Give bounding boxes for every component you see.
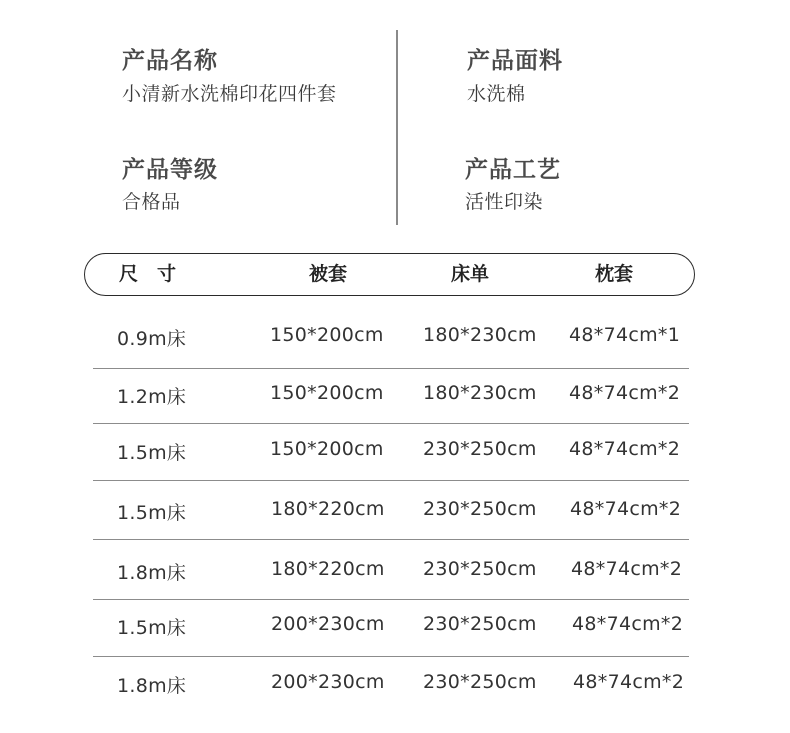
cell-bed-size: 1.5m床 xyxy=(117,502,187,524)
row-divider xyxy=(93,368,689,369)
product-fabric-label: 产品面料 xyxy=(467,48,563,74)
cell-duvet-cover: 150*200cm xyxy=(270,324,384,346)
product-name-value: 小清新水洗棉印花四件套 xyxy=(122,83,337,105)
cell-pillowcase: 48*74cm*2 xyxy=(571,558,683,580)
cell-bed-sheet: 230*250cm xyxy=(423,498,537,520)
header-bed-sheet: 床单 xyxy=(451,263,490,285)
product-craft-value: 活性印染 xyxy=(465,191,544,213)
cell-duvet-cover: 180*220cm xyxy=(271,498,385,520)
cell-bed-sheet: 230*250cm xyxy=(423,671,537,693)
vertical-divider xyxy=(396,30,398,225)
row-divider xyxy=(93,423,689,424)
cell-pillowcase: 48*74cm*1 xyxy=(569,324,681,346)
cell-bed-size: 1.5m床 xyxy=(117,617,187,639)
cell-bed-size: 1.8m床 xyxy=(117,675,187,697)
cell-pillowcase: 48*74cm*2 xyxy=(570,498,682,520)
cell-duvet-cover: 200*230cm xyxy=(271,613,385,635)
cell-bed-size: 1.8m床 xyxy=(117,562,187,584)
product-fabric-value: 水洗棉 xyxy=(467,83,526,105)
product-grade-label: 产品等级 xyxy=(122,157,218,183)
product-craft-label: 产品工艺 xyxy=(465,157,561,183)
cell-pillowcase: 48*74cm*2 xyxy=(573,671,685,693)
row-divider xyxy=(93,480,689,481)
product-name-label: 产品名称 xyxy=(122,48,218,74)
cell-bed-size: 0.9m床 xyxy=(117,328,187,350)
cell-bed-sheet: 180*230cm xyxy=(423,382,537,404)
cell-pillowcase: 48*74cm*2 xyxy=(569,438,681,460)
cell-duvet-cover: 150*200cm xyxy=(270,382,384,404)
row-divider xyxy=(93,656,689,657)
cell-bed-sheet: 230*250cm xyxy=(423,438,537,460)
cell-bed-size: 1.5m床 xyxy=(117,442,187,464)
header-duvet-cover: 被套 xyxy=(309,263,348,285)
cell-duvet-cover: 150*200cm xyxy=(270,438,384,460)
cell-duvet-cover: 200*230cm xyxy=(271,671,385,693)
header-pillowcase: 枕套 xyxy=(595,263,634,285)
cell-bed-sheet: 230*250cm xyxy=(423,558,537,580)
product-grade-value: 合格品 xyxy=(122,191,181,213)
cell-bed-size: 1.2m床 xyxy=(117,386,187,408)
cell-bed-sheet: 230*250cm xyxy=(423,613,537,635)
cell-bed-sheet: 180*230cm xyxy=(423,324,537,346)
row-divider xyxy=(93,599,689,600)
size-table-header xyxy=(84,253,695,296)
cell-pillowcase: 48*74cm*2 xyxy=(569,382,681,404)
row-divider xyxy=(93,539,689,540)
cell-duvet-cover: 180*220cm xyxy=(271,558,385,580)
header-size: 尺 寸 xyxy=(119,263,177,285)
cell-pillowcase: 48*74cm*2 xyxy=(572,613,684,635)
